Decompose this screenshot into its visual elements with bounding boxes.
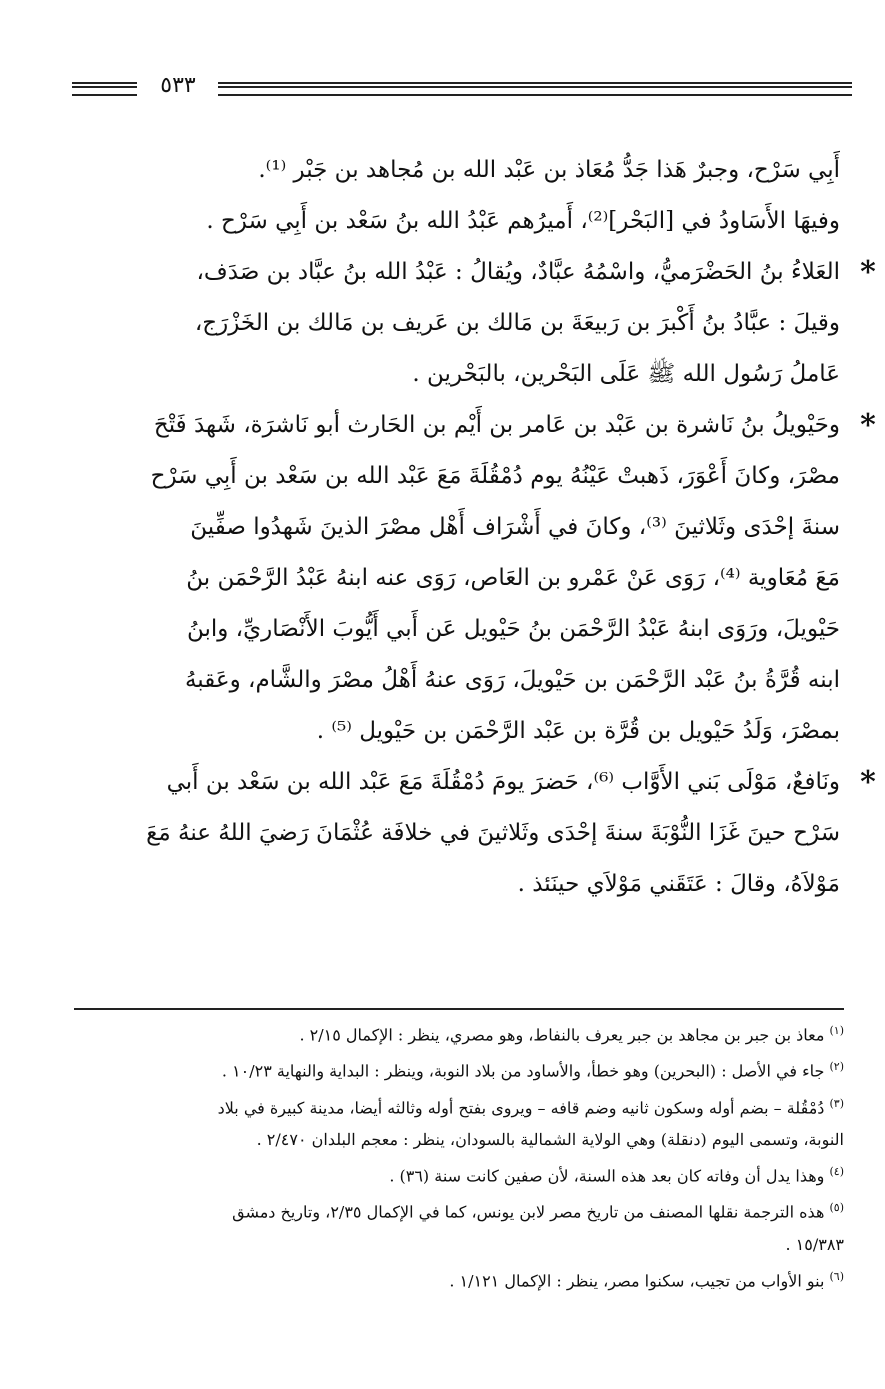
footnote-2	[74, 1051, 844, 1087]
biography-entry-alaa	[74, 247, 876, 400]
footnote-5-continued: ١٥/٣٨٣ .	[785, 1234, 844, 1254]
page-header	[72, 72, 852, 100]
footnote-text: وهذا يدل أن وفاته كان بعد هذه السنة، لأن صفين كانت سنة (٣٦) .	[389, 1166, 825, 1186]
footnote-number: (٤)	[829, 1164, 844, 1178]
text-line: ونَافعٌ، مَوْلَى بَني الأَوَّاب ⁽⁶⁾، حَضرَ يومَ دُمْقُلَةَ مَعَ عَبْد الله بن سَعْد بن أَبي	[166, 769, 840, 795]
footnote-4	[74, 1156, 844, 1192]
footnote-3-continued: النوبة، وتسمى اليوم (دنقلة) وهي الولاية الشمالية بالسودان، ينظر : معجم البلدان ٢/٤٧٠ .	[256, 1129, 844, 1149]
footnote-text: دُمْقُلة – بضم أوله وسكون ثانيه وضم قافه – ويروى بفتح أوله وثالثه أيضا، مدينة كبيرة في بلاد	[217, 1097, 825, 1117]
header-rule-right	[218, 82, 852, 96]
text-line: حَيْويلَ، ورَوَى ابنهُ عَبْدُ الرَّحْمَن بنُ حَيْويل عَن أَبي أَيُّوبَ الأَنْصَاريِّ، وابنُ	[186, 616, 840, 642]
text-line: وفيهَا الأَسَاودُ في [البَحْر]⁽²⁾، أَميرُهم عَبْدُ الله بنُ سَعْد بن أَبِي سَرْح .	[206, 208, 840, 234]
footnote-text: معاذ بن جبر بن مجاهد بن جبر يعرف بالنفاط، وهو مصري، ينظر : الإكمال ٢/١٥ .	[299, 1025, 825, 1045]
text-line: عَاملُ رَسُول الله ﷺ عَلَى البَحْرين، بالبَحْرين .	[412, 361, 840, 387]
header-rule-left	[72, 82, 137, 96]
footnote-separator	[74, 1008, 844, 1010]
entry-star-marker: *	[860, 408, 876, 443]
footnote-5	[74, 1192, 844, 1228]
footnote-text: بنو الأواب من تجيب، سكنوا مصر، ينظر : الإكمال ١/١٢١ .	[449, 1270, 825, 1290]
footnote-number: (٢)	[829, 1060, 844, 1074]
footnote-number: (١)	[829, 1024, 844, 1037]
text-line: العَلاءُ بنُ الحَضْرَميُّ، واسْمُهُ عبَّادٌ، ويُقالُ : عَبْدُ الله بنُ عبَّاد بن صَدَف،	[196, 259, 840, 285]
footnote-3	[74, 1088, 844, 1124]
footnote-text: جاء في الأصل : (البحرين) وهو خطأ، والأساود من بلاد النوبة، وينظر : البداية والنهاية ١٠/٢٣ .	[221, 1061, 825, 1081]
footnote-number: (٦)	[829, 1269, 844, 1283]
footnote-6	[74, 1261, 844, 1297]
text-line: أَبِي سَرْح، وجبرٌ هَذا جَدُّ مُعَاذ بن عَبْد الله بن مُجاهد بن جَبْر ⁽¹⁾.	[258, 157, 840, 183]
page-number: ٥٣٣	[160, 73, 196, 98]
text-line: سَرْح حينَ غَزَا النُّوْبَةَ سنةَ إحْدَى وثَلاثينَ في خلافَة عُثْمَانَ رَضيَ اللهُ عنهُ مَعَ	[146, 820, 840, 846]
main-text	[74, 145, 876, 910]
text-line: وقيلَ : عبَّادُ بنُ أَكْبرَ بن رَبيعَةَ بن مَالك بن عَريف بن مَالك بن الخَزْرَج،	[194, 310, 840, 336]
footnotes	[74, 1015, 844, 1297]
text-line: سنةَ إحْدَى وثَلاثينَ ⁽³⁾، وكانَ في أَشْرَاف أَهْل مصْرَ الذينَ شَهدُوا صفِّينَ	[190, 514, 840, 540]
footnote-1	[74, 1015, 844, 1051]
text-line: بمصْرَ، وَلَدُ حَيْويل بن قُرَّة بن عَبْد الرَّحْمَن بن حَيْويل ⁽⁵⁾ .	[316, 718, 840, 744]
biography-entry-haywil	[74, 400, 876, 757]
footnote-number: (٥)	[829, 1201, 844, 1215]
text-line: وحَيْويلُ بنُ نَاشرة بن عَبْد بن عَامر بن أَيْم بن الحَارث أبو نَاشرَة، شَهدَ فَتْحَ	[153, 412, 840, 438]
text-line: مصْرَ، وكانَ أَعْوَرَ، ذَهبتْ عَيْنُهُ يوم دُمْقُلَةَ مَعَ عَبْد الله بن سَعْد بن أَبِي سَرْح	[150, 463, 840, 489]
text-line: مَعَ مُعَاوية ⁽⁴⁾، رَوَى عَنْ عَمْرو بن العَاص، رَوَى عنه ابنهُ عَبْدُ الرَّحْمَن بنُ	[186, 565, 840, 591]
biography-entry-nafi	[74, 757, 876, 910]
entry-star-marker: *	[860, 255, 876, 290]
text-line: ابنه قُرَّةُ بنُ عَبْد الرَّحْمَن بن حَيْويلَ، رَوَى عنهُ أَهْلُ مصْرَ والشَّام، وعَقبهُ	[184, 667, 840, 693]
text-line: مَوْلاَهُ، وقالَ : عَتَقَني مَوْلاَي حينَئذ .	[517, 871, 840, 897]
footnote-text: هذه الترجمة نقلها المصنف من تاريخ مصر لابن يونس، كما في الإكمال ٢/٣٥، وتاريخ دمشق	[232, 1202, 825, 1222]
entry-star-marker: *	[860, 765, 876, 800]
footnote-number: (٣)	[829, 1096, 844, 1110]
